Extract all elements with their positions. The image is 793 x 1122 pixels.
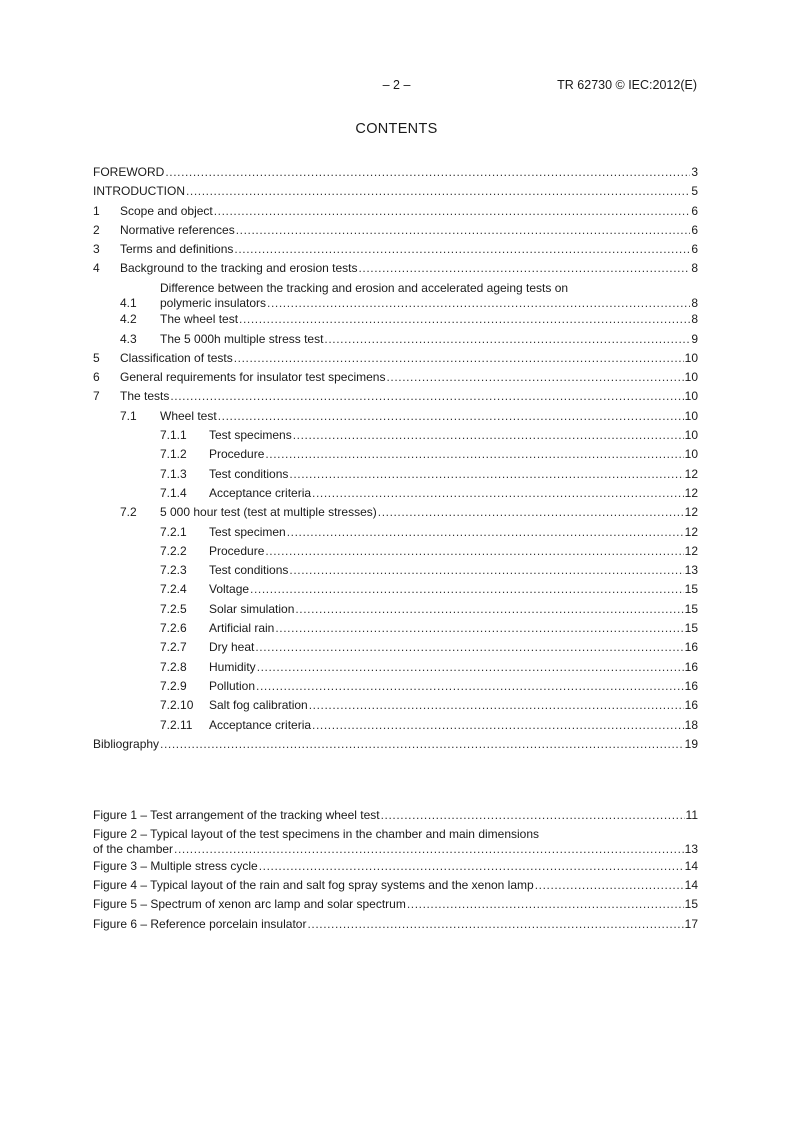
- dot-leader: [378, 505, 684, 519]
- dot-leader: [255, 640, 683, 654]
- dot-leader: [407, 897, 684, 911]
- page-reference: 6: [691, 242, 698, 257]
- page-reference: 16: [684, 640, 698, 655]
- toc-entry[interactable]: [93, 310, 698, 329]
- toc-entry-number: 2: [93, 222, 100, 237]
- toc-entry[interactable]: [93, 619, 698, 638]
- toc-entry-label: FOREWORD: [93, 165, 165, 179]
- toc-entry-number: 4.2: [120, 312, 137, 327]
- page-reference: 12: [684, 466, 698, 481]
- dot-leader: [250, 582, 684, 596]
- dot-leader: [293, 428, 684, 442]
- toc-entry-label: Artificial rain: [209, 621, 275, 636]
- dot-leader: [239, 312, 690, 326]
- toc-entry-number: 3: [93, 242, 100, 257]
- figure-entry[interactable]: [93, 895, 698, 914]
- toc-entry[interactable]: [93, 368, 698, 387]
- dot-leader: [358, 261, 690, 275]
- toc-entry-label: The wheel test: [160, 312, 239, 327]
- toc-entry-number: 6: [93, 370, 100, 385]
- toc-entry-label: Bibliography: [93, 736, 160, 751]
- page-number: – 2 –: [382, 78, 411, 92]
- toc-entry-number: 7: [93, 389, 100, 404]
- toc-entry-number: 7.2.4: [160, 582, 187, 597]
- toc-entry-number: 1: [93, 203, 100, 218]
- toc-entry-number: 7.2.6: [160, 621, 187, 636]
- page-reference: 9: [691, 331, 698, 346]
- page-reference: 15: [684, 897, 698, 912]
- toc-entry[interactable]: [93, 638, 698, 657]
- page-reference: 5: [691, 184, 698, 199]
- dot-leader: [312, 718, 684, 732]
- dot-leader: [324, 332, 690, 346]
- toc-entry[interactable]: [93, 503, 698, 522]
- page-reference: 10: [684, 370, 698, 385]
- table-of-contents: [93, 163, 698, 754]
- toc-entry-number: 4.1: [120, 295, 137, 310]
- document-reference: TR 62730 © IEC:2012(E): [557, 78, 697, 92]
- page-reference: 10: [684, 428, 698, 443]
- toc-entry-label: Test specimens: [209, 428, 292, 443]
- dot-leader: [381, 808, 685, 822]
- page-reference: 14: [684, 878, 698, 893]
- page-reference: 19: [684, 736, 698, 751]
- toc-entry-label: Classification of tests: [120, 350, 233, 365]
- figure-entry[interactable]: [93, 876, 698, 895]
- page-reference: 16: [684, 678, 698, 693]
- figure-entry[interactable]: [93, 825, 698, 857]
- toc-entry[interactable]: [93, 677, 698, 696]
- page-reference: 8: [691, 295, 698, 310]
- toc-entry[interactable]: [93, 445, 698, 464]
- page-reference: 10: [684, 408, 698, 423]
- dot-leader: [259, 859, 684, 873]
- figure-entry[interactable]: [93, 806, 698, 825]
- toc-entry-label: Humidity: [209, 659, 256, 674]
- dot-leader: [256, 679, 684, 693]
- page-reference: 15: [684, 601, 698, 616]
- toc-entry-label: Procedure: [209, 543, 265, 558]
- toc-entry[interactable]: [93, 542, 698, 561]
- figure-entry-label: Figure 1 – Test arrangement of the tracking wheel test: [93, 808, 380, 822]
- page-title: CONTENTS: [355, 121, 438, 137]
- toc-entry-label: Test conditions: [209, 466, 289, 481]
- figure-entry-label: Figure 5 – Spectrum of xenon arc lamp and solar spectrum: [93, 897, 406, 912]
- page-reference: 8: [691, 312, 698, 327]
- toc-entry-label: Terms and definitions: [120, 242, 234, 257]
- page-reference: 11: [685, 808, 698, 822]
- page-reference: 16: [684, 659, 698, 674]
- toc-entry-label: Solar simulation: [209, 601, 295, 616]
- page-reference: 15: [684, 582, 698, 597]
- toc-entry-number: 4.3: [120, 331, 137, 346]
- toc-entry-number: 5: [93, 350, 100, 365]
- page-reference: 13: [684, 842, 698, 857]
- dot-leader: [535, 878, 684, 892]
- toc-entry-label: INTRODUCTION: [93, 184, 185, 199]
- page-reference: 17: [684, 916, 698, 931]
- figure-entry-label: Figure 4 – Typical layout of the rain and salt fog spray systems and the xenon lamp: [93, 878, 534, 893]
- toc-entry-number: 7.1.4: [160, 485, 187, 500]
- toc-entry-number: 7.2.8: [160, 659, 187, 674]
- toc-entry[interactable]: [93, 202, 698, 221]
- page-reference: 10: [684, 447, 698, 462]
- dot-leader: [236, 223, 691, 237]
- toc-entry-number: 7.2.10: [160, 698, 194, 713]
- toc-entry-label: Pollution: [209, 678, 256, 693]
- toc-entry-number: 7.2.1: [160, 524, 187, 539]
- toc-entry-number: 4: [93, 261, 100, 276]
- dot-leader: [174, 842, 684, 856]
- page-reference: 12: [684, 505, 698, 520]
- toc-entry-number: 7.1.2: [160, 447, 187, 462]
- dot-leader: [312, 486, 684, 500]
- toc-entry[interactable]: [93, 561, 698, 580]
- dot-leader: [160, 737, 684, 751]
- toc-entry[interactable]: [93, 387, 698, 406]
- toc-entry[interactable]: [93, 580, 698, 599]
- dot-leader: [214, 204, 691, 218]
- toc-entry-number: 7.2.3: [160, 563, 187, 578]
- toc-entry-label: General requirements for insulator test specimens: [120, 370, 386, 385]
- toc-entry-label-line1: Difference between the tracking and erosion and accelerated ageing tests on: [160, 280, 569, 295]
- dot-leader: [265, 544, 683, 558]
- dot-leader: [186, 184, 690, 198]
- page-reference: 6: [691, 203, 698, 218]
- toc-entry-number: 7.2.9: [160, 678, 187, 693]
- dot-leader: [275, 621, 683, 635]
- toc-entry-label: Dry heat: [209, 640, 255, 655]
- toc-entry[interactable]: [93, 484, 698, 503]
- toc-entry-number: 7.1: [120, 408, 137, 423]
- toc-entry-number: 7.2.11: [160, 717, 193, 732]
- page-reference: 3: [691, 165, 698, 179]
- dot-leader: [289, 563, 683, 577]
- toc-entry-label: Voltage: [209, 582, 250, 597]
- dot-leader: [234, 351, 684, 365]
- toc-entry-label: Acceptance criteria: [209, 485, 312, 500]
- toc-entry[interactable]: [93, 407, 698, 426]
- toc-entry-label: Procedure: [209, 447, 265, 462]
- dot-leader: [257, 660, 684, 674]
- page-reference: 12: [684, 524, 698, 539]
- dot-leader: [309, 698, 684, 712]
- dot-leader: [165, 165, 690, 179]
- toc-entry-label: The tests: [120, 389, 170, 404]
- toc-entry-label: Background to the tracking and erosion tests: [120, 261, 358, 276]
- toc-entry[interactable]: [93, 330, 698, 349]
- toc-entry-label: Scope and object: [120, 203, 213, 218]
- toc-entry-label: Wheel test: [160, 408, 217, 423]
- toc-entry-number: 7.2.2: [160, 543, 187, 558]
- dot-leader: [386, 370, 683, 384]
- page-reference: 8: [691, 261, 698, 276]
- toc-entry-label: The 5 000h multiple stress test: [160, 331, 324, 346]
- dot-leader: [287, 525, 684, 539]
- page-reference: 6: [691, 222, 698, 237]
- toc-entry-label: polymeric insulators: [160, 295, 267, 310]
- toc-entry[interactable]: [93, 279, 698, 311]
- dot-leader: [289, 467, 683, 481]
- figure-entry-label: of the chamber: [93, 842, 174, 857]
- toc-entry[interactable]: [93, 426, 698, 445]
- toc-entry[interactable]: [93, 716, 698, 735]
- dot-leader: [170, 389, 683, 403]
- page-reference: 10: [684, 389, 698, 404]
- toc-entry-number: 7.1.1: [160, 428, 187, 443]
- toc-entry-label: 5 000 hour test (test at multiple stresses): [160, 505, 377, 520]
- toc-entry-number: 7.1.3: [160, 466, 187, 481]
- page-reference: 13: [684, 563, 698, 578]
- figure-entry[interactable]: [93, 857, 698, 876]
- toc-entry[interactable]: [93, 465, 698, 484]
- dot-leader: [234, 242, 690, 256]
- dot-leader: [265, 447, 683, 461]
- toc-entry[interactable]: [93, 163, 698, 182]
- toc-entry-label: Normative references: [120, 222, 235, 237]
- toc-entry[interactable]: [93, 600, 698, 619]
- list-of-figures: [93, 806, 698, 934]
- toc-entry-label-line1: Figure 2 – Typical layout of the test specimens in the chamber and main dimensions: [93, 827, 540, 842]
- toc-entry-label: Test specimen: [209, 524, 286, 539]
- toc-entry[interactable]: [93, 259, 698, 278]
- page-reference: 18: [684, 717, 698, 732]
- figure-entry[interactable]: [93, 915, 698, 934]
- dot-leader: [267, 296, 690, 310]
- toc-entry[interactable]: [93, 349, 698, 368]
- dot-leader: [218, 409, 684, 423]
- toc-entry-label: Test conditions: [209, 563, 289, 578]
- page-reference: 16: [684, 698, 698, 713]
- page-reference: 14: [684, 858, 698, 873]
- toc-entry[interactable]: [93, 735, 698, 754]
- toc-entry-label: Salt fog calibration: [209, 698, 308, 713]
- toc-entry[interactable]: [93, 240, 698, 259]
- toc-entry-number: 7.2.5: [160, 601, 187, 616]
- toc-entry-label: Acceptance criteria: [209, 717, 312, 732]
- figure-entry-label: Figure 3 – Multiple stress cycle: [93, 858, 258, 873]
- dot-leader: [307, 917, 683, 931]
- figure-entry-label: Figure 6 – Reference porcelain insulator: [93, 916, 307, 931]
- toc-entry-number: 7.2.7: [160, 640, 187, 655]
- toc-entry[interactable]: [93, 221, 698, 240]
- page-reference: 10: [684, 350, 698, 365]
- toc-entry[interactable]: [93, 696, 698, 715]
- page-reference: 12: [684, 543, 698, 558]
- dot-leader: [295, 602, 683, 616]
- page-reference: 15: [684, 621, 698, 636]
- toc-entry-number: 7.2: [120, 505, 137, 520]
- toc-entry[interactable]: [93, 182, 698, 201]
- page-reference: 12: [684, 485, 698, 500]
- toc-entry[interactable]: [93, 523, 698, 542]
- toc-entry[interactable]: [93, 658, 698, 677]
